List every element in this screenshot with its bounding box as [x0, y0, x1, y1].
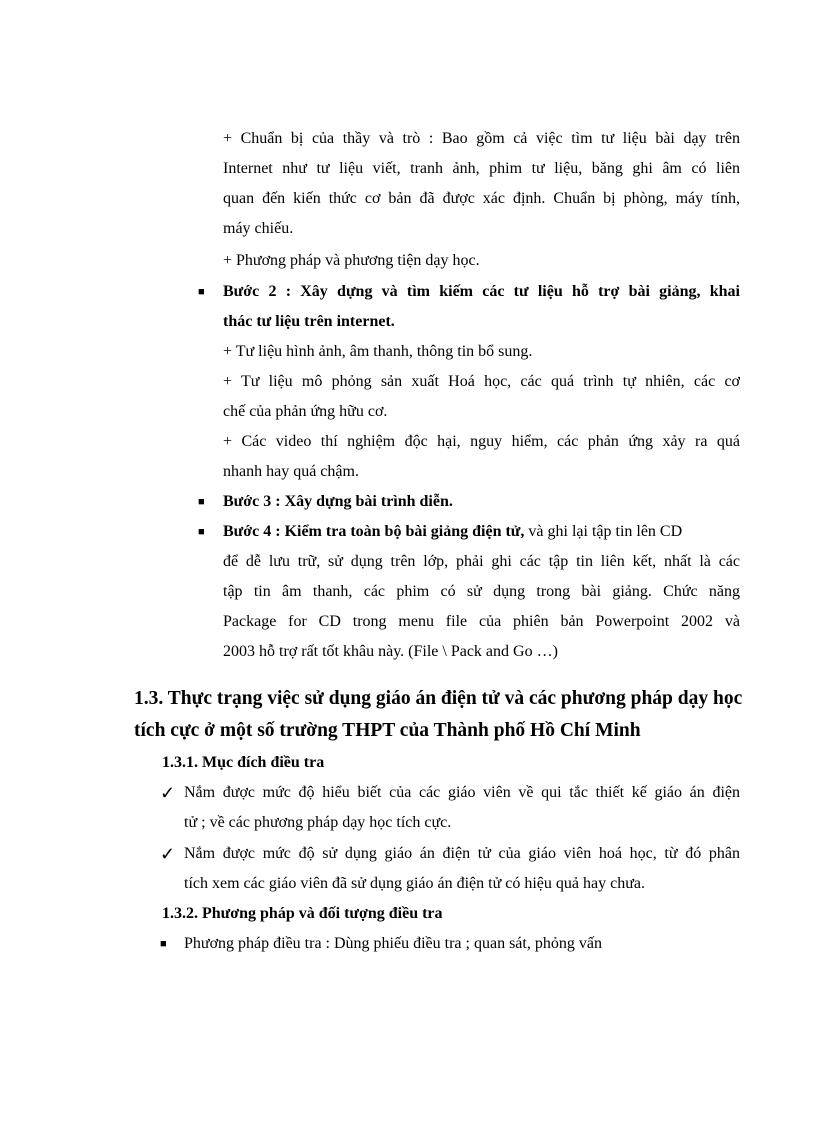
step4-title: Bước 4 : Kiểm tra toàn bộ bài giảng điện tử, — [223, 523, 525, 540]
prep-line-4: máy chiếu. — [223, 220, 294, 237]
step4-line-1 — [223, 521, 682, 543]
step2-item-3-line-1: + Các video thí nghiệm độc hại, nguy hiểm, các phản ứng xảy ra quá — [223, 433, 740, 450]
method-bullet-1: Phương pháp điều tra : Dùng phiếu điều tra ; quan sát, phỏng vấn — [184, 935, 602, 952]
step4-line-5: 2003 hỗ trợ rất tốt khâu này. (File \ Pack and Go …) — [223, 643, 558, 660]
step4-line-4: Package for CD trong menu file của phiên bản Powerpoint 2002 và — [223, 613, 740, 630]
square-bullet-icon: ■ — [160, 938, 167, 950]
check-icon: ✓ — [160, 844, 176, 864]
prep-line-3: quan đến kiến thức cơ bản đã được xác định. Chuẩn bị phòng, máy tính, — [223, 190, 740, 207]
check-1-line-2: tử ; về các phương pháp dạy học tích cực. — [184, 814, 452, 831]
step2-item-2-line-1: + Tư liệu mô phỏng sản xuất Hoá học, các quá trình tự nhiên, các cơ — [223, 373, 740, 390]
prep-line-2: Internet như tư liệu viết, tranh ảnh, phim tư liệu, băng ghi âm có liên — [223, 160, 740, 177]
subsection-heading-1-3-2: 1.3.2. Phương pháp và đối tượng điều tra — [162, 905, 443, 922]
prep-line-1: + Chuẩn bị của thầy và trò : Bao gồm cả việc tìm tư liệu bài dạy trên — [223, 130, 740, 147]
step4-line-2: để dễ lưu trữ, sử dụng trên lớp, phải ghi các tập tin liên kết, nhất là các — [223, 553, 740, 570]
method-line: + Phương pháp và phương tiện dạy học. — [223, 252, 480, 269]
step2-item-1: + Tư liệu hình ảnh, âm thanh, thông tin bổ sung. — [223, 343, 533, 360]
square-bullet-icon: ■ — [198, 526, 205, 538]
check-icon: ✓ — [160, 783, 176, 803]
check-2-line-2: tích xem các giáo viên đã sử dụng giáo án điện tử có hiệu quả hay chưa. — [184, 875, 645, 892]
step2-title-line-1: Bước 2 : Xây dựng và tìm kiếm các tư liệu hỗ trợ bài giảng, khai — [223, 283, 740, 300]
step3-title: Bước 3 : Xây dựng bài trình diễn. — [223, 493, 453, 510]
square-bullet-icon: ■ — [198, 286, 205, 298]
step4-line-1-rest: và ghi lại tập tin lên CD — [524, 523, 683, 540]
step4-line-3: tập tin âm thanh, các phim có sử dụng trong bài giảng. Chức năng — [223, 583, 740, 600]
step2-item-2-line-2: chế của phản ứng hữu cơ. — [223, 403, 388, 420]
check-2-line-1: Nắm được mức độ sử dụng giáo án điện tử của giáo viên hoá học, từ đó phân — [184, 845, 740, 862]
subsection-heading-1-3-1: 1.3.1. Mục đích điều tra — [162, 754, 325, 771]
section-heading-line-1: 1.3. Thực trạng việc sử dụng giáo án điện tử và các phương pháp dạy học — [134, 688, 743, 709]
step2-title-line-2: thác tư liệu trên internet. — [223, 313, 395, 330]
check-1-line-1: Nắm được mức độ hiểu biết của các giáo viên về qui tắc thiết kế giáo án điện — [184, 784, 740, 801]
square-bullet-icon: ■ — [198, 496, 205, 508]
step2-item-3-line-2: nhanh hay quá chậm. — [223, 463, 359, 480]
section-heading-line-2: tích cực ở một số trường THPT của Thành phố Hồ Chí Minh — [134, 720, 641, 741]
